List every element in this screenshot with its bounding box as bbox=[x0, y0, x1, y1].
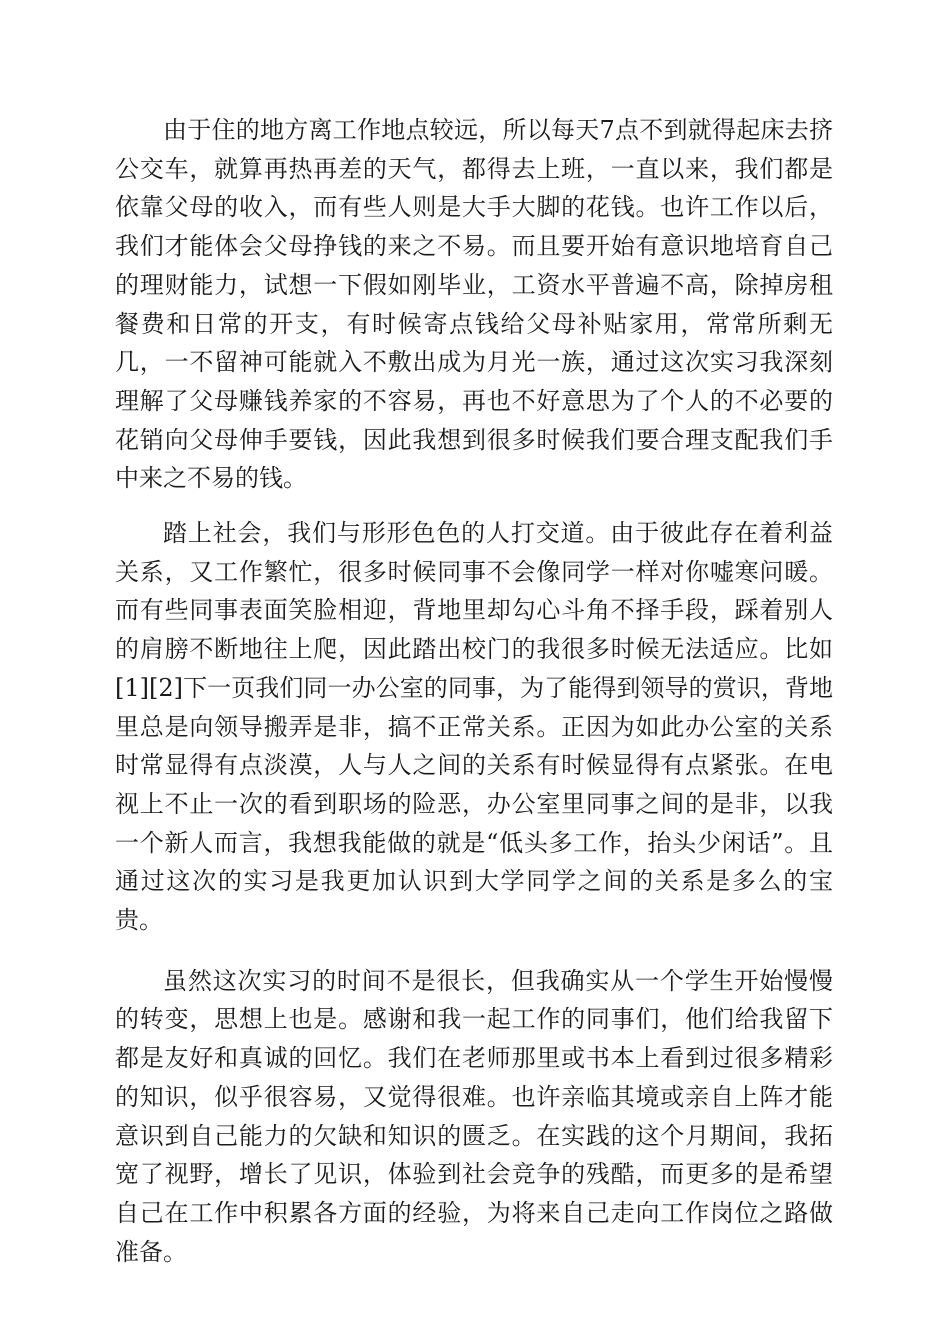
document-body bbox=[115, 111, 833, 1271]
paragraph-internship-reflection: 虽然这次实习的时间不是很长，但我确实从一个学生开始慢慢的转变，思想上也是。感谢和我一起工作的同事们，他们给我留下都是友好和真诚的回忆。我们在老师那里或书本上看到过很多精彩的知识，似乎很容易，又觉得很难。也许亲临其境或亲自上阵才能意识到自己能力的欠缺和知识的匮乏。在实践的这个月期间，我拓宽了视野，增长了见识，体验到社会竞争的残酷，而更多的是希望自己在工作中积累各方面的经验，为将来自己走向工作岗位之路做准备。 bbox=[115, 966, 833, 1266]
paragraph-commute-finance: 由于住的地方离工作地点较远，所以每天7点不到就得起床去挤公交车，就算再热再差的天气，都得去上班，一直以来，我们都是依靠父母的收入，而有些人则是大手大脚的花钱。也许工作以后，我们才能体会父母挣钱的来之不易。而且要开始有意识地培育自己的理财能力，试想一下假如刚毕业，工资水平普遍不高，除掉房租餐费和日常的开支，有时候寄点钱给父母补贴家用，常常所剩无几，一不留神可能就入不敷出成为月光一族，通过这次实习我深刻理解了父母赚钱养家的不容易，再也不好意思为了个人的不必要的花销向父母伸手要钱，因此我想到很多时候我们要合理支配我们手中来之不易的钱。 bbox=[115, 116, 833, 493]
paragraph-workplace-relations: 踏上社会，我们与形形色色的人打交道。由于彼此存在着利益关系，又工作繁忙，很多时候同事不会像同学一样对你嘘寒问暖。而有些同事表面笑脸相迎，背地里却勾心斗角不择手段，踩着别人的肩膀不断地往上爬，因此踏出校门的我很多时候无法适应。比如[1][2]下一页我们同一办公室的同事，为了能得到领导的赏识，背地里总是向领导搬弄是非，搞不正常关系。正因为如此办公室的关系时常显得有点淡漠，人与人之间的关系有时候显得有点紧张。在电视上不止一次的看到职场的险恶，办公室里同事之间的是非，以我一个新人而言，我想我能做的就是“低头多工作，抬头少闲话”。且通过这次的实习是我更加认识到大学同学之间的关系是多么的宝贵。 bbox=[115, 519, 833, 935]
